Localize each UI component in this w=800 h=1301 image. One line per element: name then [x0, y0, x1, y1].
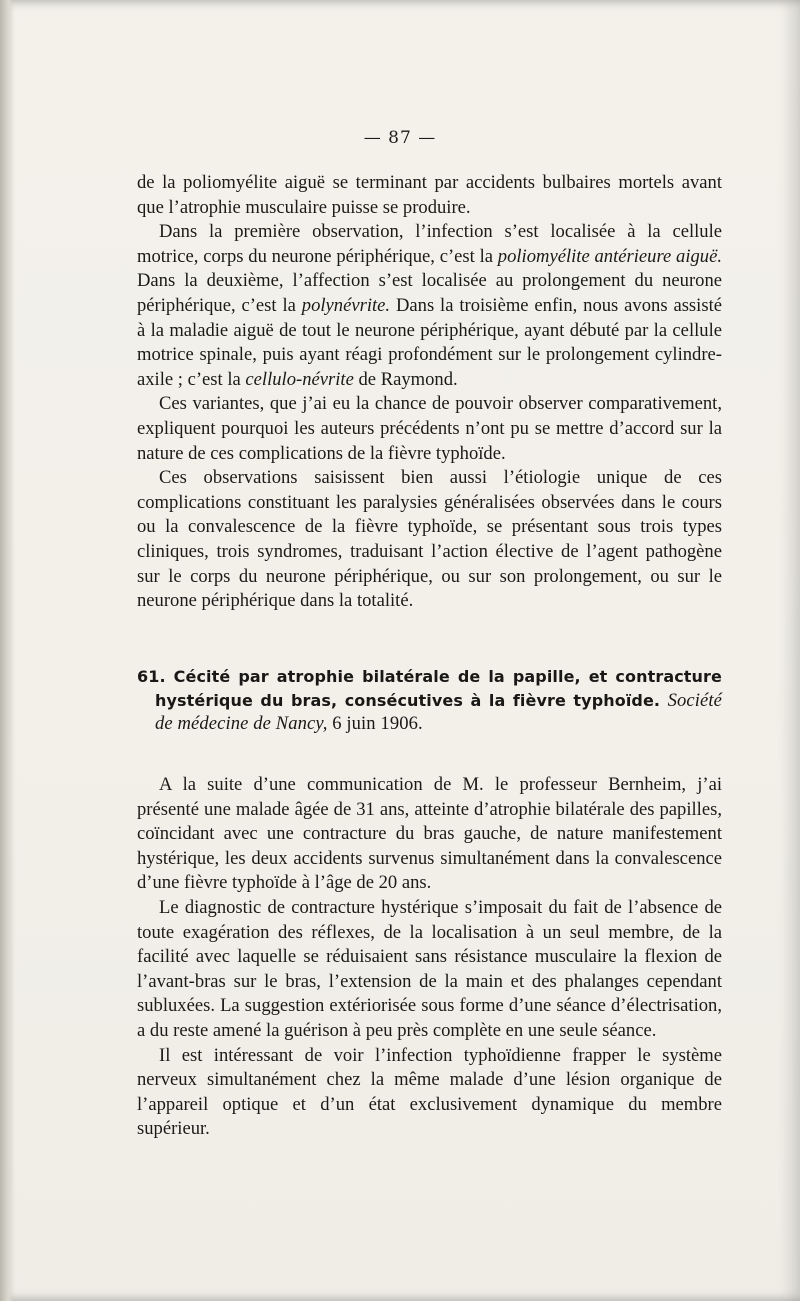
paragraph: Ces variantes, que j’ai eu la chance de pouvoir observer comparativement, expliquent pourquoi les auteurs précédents n’ont pu se mettre d’accord sur la nature de ces complications de la fièvre typhoïde.	[137, 393, 722, 464]
page-number: — 87 —	[363, 128, 437, 148]
paragraph: Le diagnostic de contracture hystérique s’imposait du fait de l’absence de toute exagération des réflexes, de la localisation à un seul membre, de la facilité avec laquelle se réduisaient sans résistance musculaire la flexion de l’avant-bras sur le bras, l’extension de la main et des phalanges cependant subluxées. La suggestion extériorisée sous forme d’une séance d’électrisation, a du reste amené la guérison à peu près complète en une seule séance.	[137, 896, 722, 1041]
text-run: Dans la première observation, l’infection s’est localisée à la cellule motrice, corps du neurone périphérique, c’est la	[137, 221, 722, 267]
entry-date: 6 juin 1906.	[327, 713, 423, 734]
entry-heading-block	[137, 665, 722, 736]
text-run: Dans la troisième enfin, nous avons assisté à la maladie aiguë de tout le neurone périphérique, ayant débuté par la cellule motrice spinale, puis ayant réagi profondément sur le prolongement cylindre-axile ; c’est la	[137, 294, 722, 390]
entry-source: Société de médecine de Nancy,	[155, 689, 723, 734]
text-block-bottom	[137, 773, 722, 1142]
paragraph	[137, 220, 722, 392]
paragraph: Il est intéressant de voir l’infection typhoïdienne frapper le système nerveux simultanément chez la même malade d’une lésion organique de l’appareil optique et d’un état exclusivement dynamique du membre supérieur.	[137, 1044, 722, 1140]
paragraph: de la poliomyélite aiguë se terminant par accidents bulbaires mortels avant que l’atrophie musculaire puisse se produire.	[137, 172, 722, 218]
text-run: Dans la deuxième, l’affection s’est localisée au prolongement du neurone périphérique, c’est la	[137, 270, 722, 316]
entry-title: 61. Cécité par atrophie bilatérale de la papille, et contracture hystérique du bras, consécutives à la fièvre typhoïde.	[137, 667, 722, 710]
paragraph: A la suite d’une communication de M. le professeur Bernheim, j’ai présenté une malade âgée de 31 ans, atteinte d’atrophie bilatérale des papilles, coïncidant avec une contracture du bras gauche, de nature manifestement hystérique, les deux accidents survenus simultanément dans la convalescence d’une fièvre typhoïde à l’âge de 20 ans.	[137, 774, 722, 894]
binding-shadow	[0, 0, 14, 1301]
paragraph: Ces observations saisissent bien aussi l’étiologie unique de ces complications constituant les paralysies généralisées observées dans le cours ou la convalescence de la fièvre typhoïde, se présentant sous trois types cliniques, trois syndromes, traduisant l’action élective de l’agent pathogène sur le corps du neurone périphérique, ou sur son prolongement, ou sur le neurone périphérique dans la totalité.	[137, 467, 722, 612]
italic-term: poliomyélite antérieure aiguë.	[497, 245, 722, 267]
italic-term: cellulo-névrite	[245, 368, 354, 390]
text-block-top	[137, 171, 722, 614]
entry-heading	[137, 665, 722, 736]
italic-term: polynévrite.	[301, 294, 391, 316]
text-run: de Raymond.	[353, 368, 458, 390]
